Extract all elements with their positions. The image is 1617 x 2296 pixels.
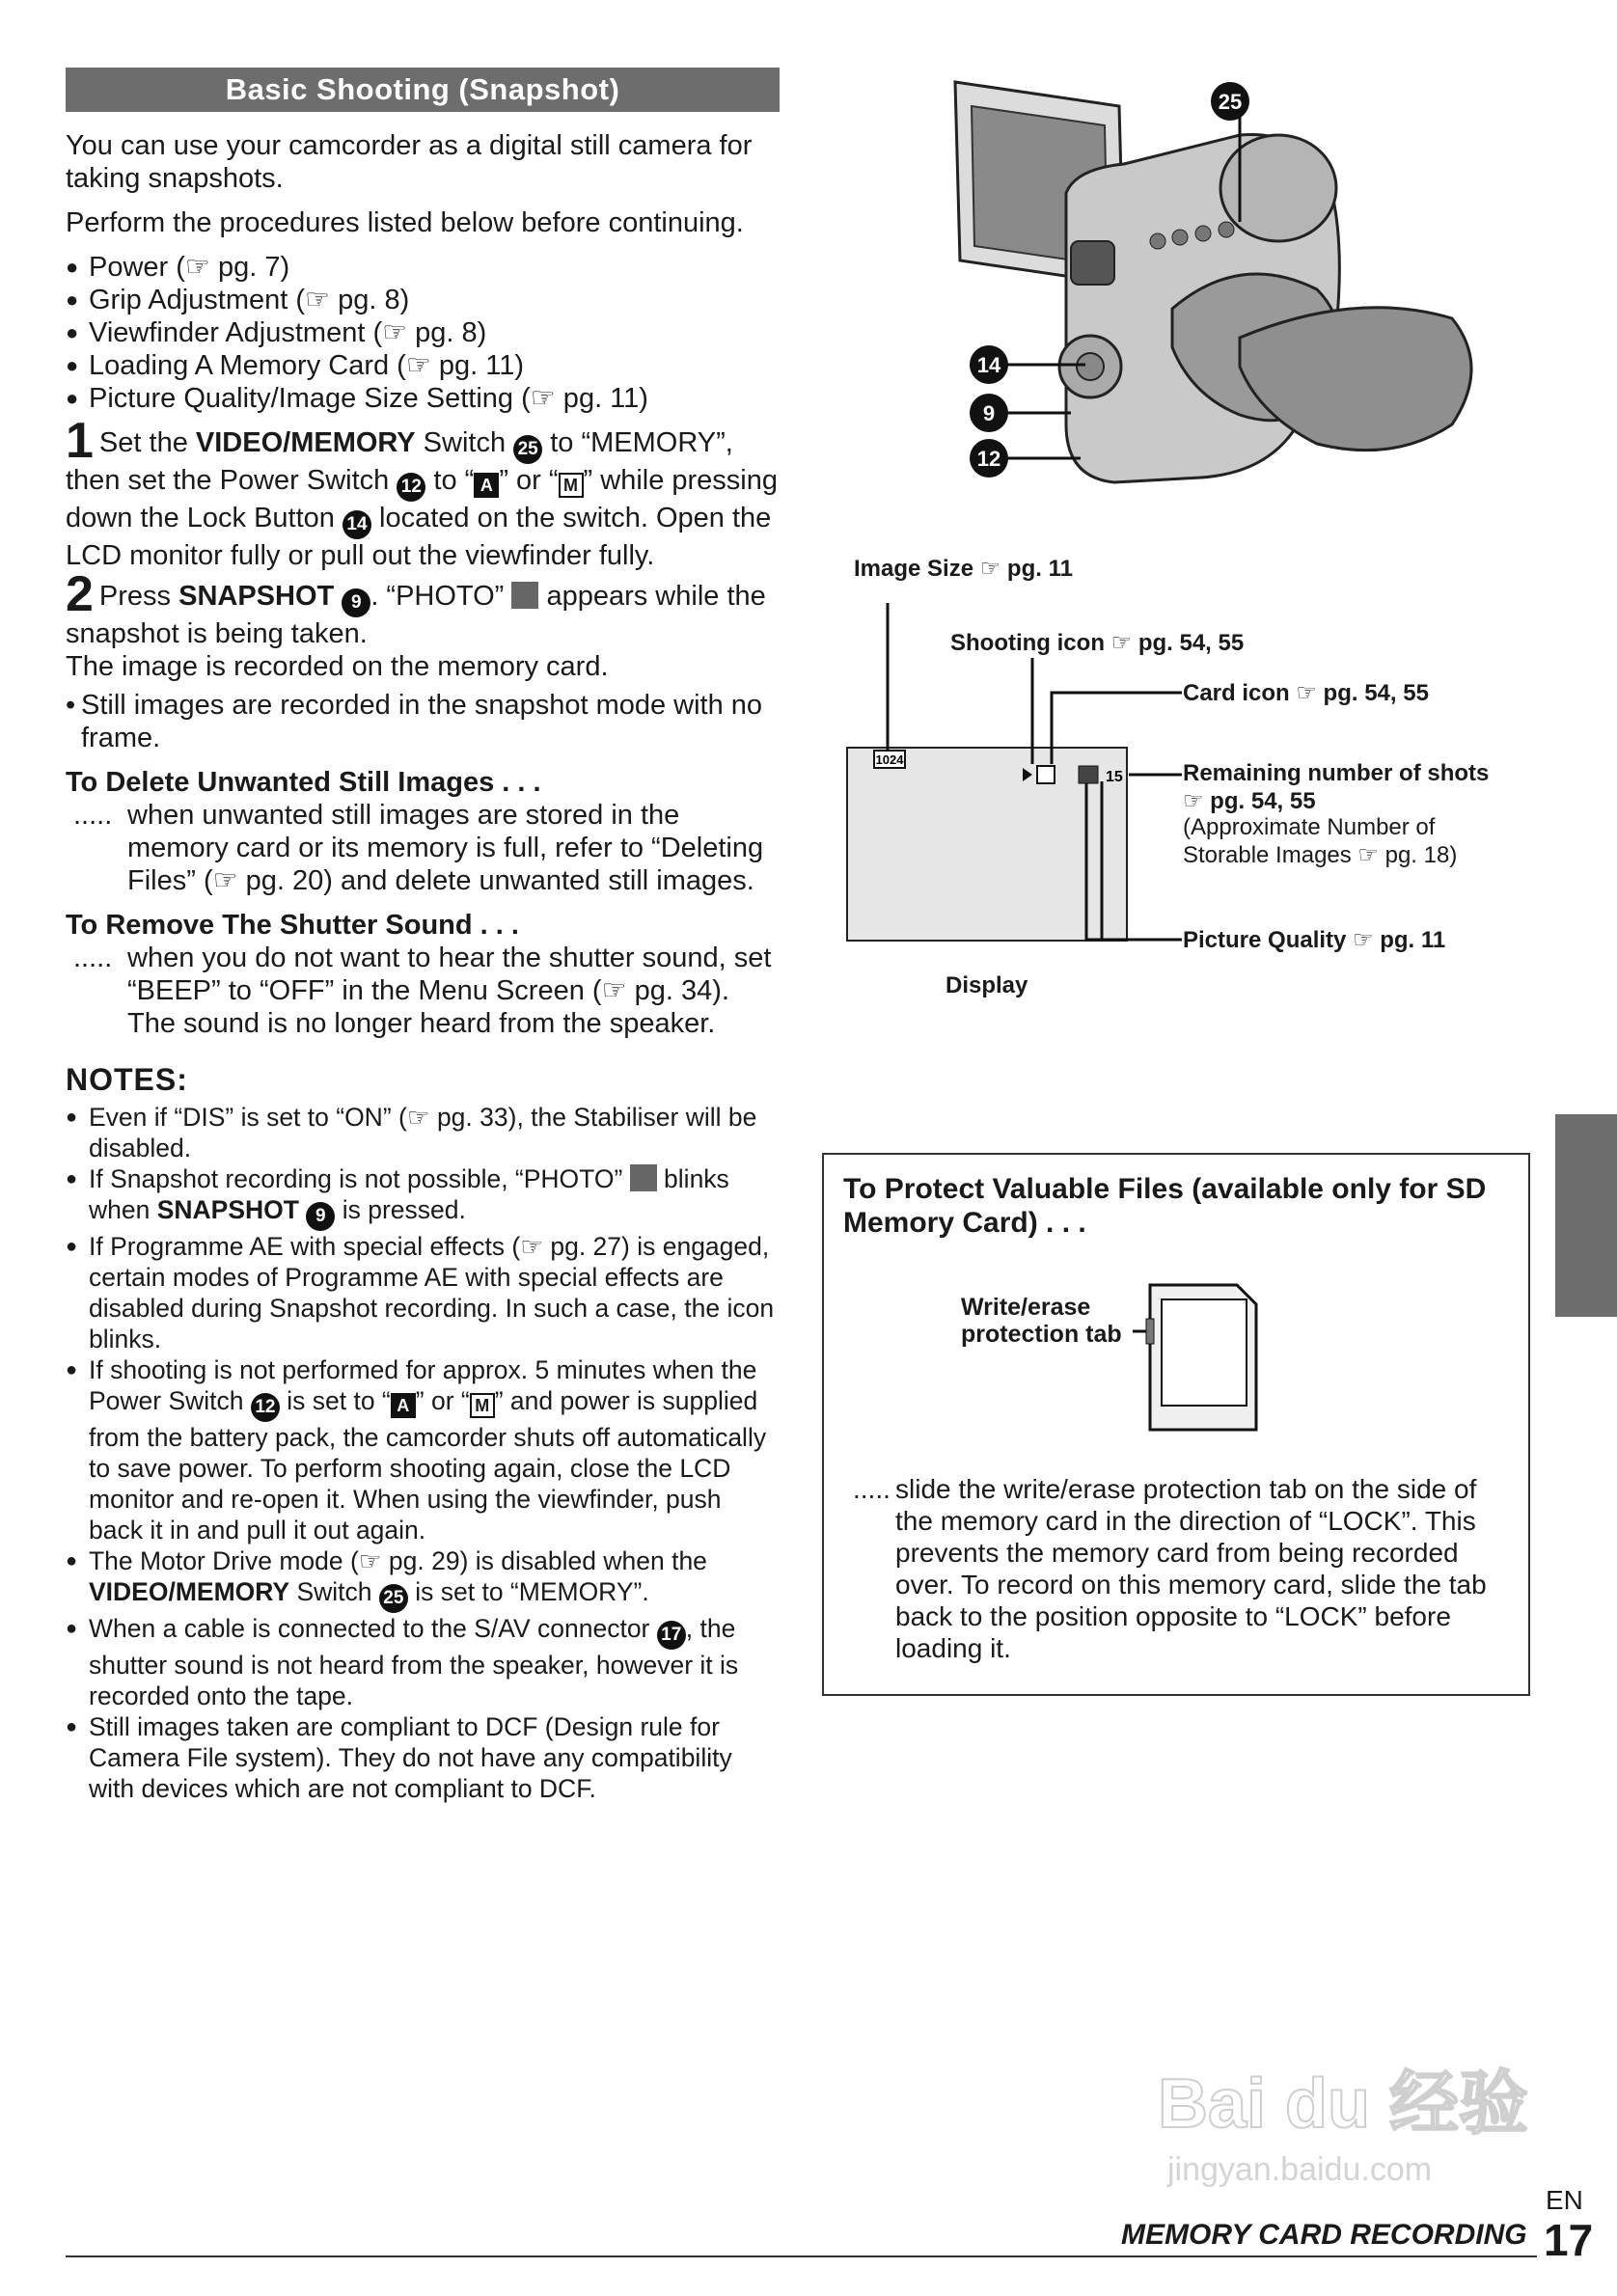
- shots-count: 15: [1106, 769, 1123, 785]
- footer-language: EN: [1546, 2185, 1583, 2215]
- picture-quality-label: Picture Quality ☞ pg. 11: [1183, 927, 1446, 953]
- card-icon-label: Card icon ☞ pg. 54, 55: [1183, 680, 1429, 706]
- callout-badge: 17: [657, 1621, 686, 1650]
- intro-paragraph: You can use your camcorder as a digital still camera for taking snapshots.: [66, 130, 753, 194]
- video-memory-switch-icon: [1219, 222, 1234, 237]
- protect-instruction: ..... slide the write/erase protection tab on the side of the memory card in the direction of “LOCK”. This prevents the memory card from being recorded over. To record on this memory card, slide the tab back to the position opposite to “LOCK” before loading it.: [853, 1474, 1487, 1663]
- callout-25: [1211, 82, 1249, 121]
- notes-title: NOTES:: [66, 1062, 188, 1097]
- note-item: ● If Snapshot recording is not possible, “PHOTO” blinks when SNAPSHOT 9 is pressed.: [66, 1163, 780, 1231]
- prereq-list: [66, 251, 780, 415]
- section-title: Basic Shooting (Snapshot): [66, 68, 780, 112]
- camcorder-illustration: [950, 77, 1491, 502]
- viewfinder: [1071, 241, 1114, 285]
- watermark-brand: Bai du 经验: [1158, 2065, 1529, 2143]
- image-size-label: Image Size ☞ pg. 11: [854, 556, 1073, 582]
- page-number: 17: [1544, 2215, 1594, 2265]
- snapshot-note: • Still images are recorded in the snapshot mode with no frame.: [66, 689, 780, 754]
- prereq-item: ● Viewfinder Adjustment (☞ pg. 8): [66, 316, 780, 349]
- card-icon: [1037, 766, 1055, 783]
- manual-mode-icon: M: [470, 1393, 495, 1418]
- note-item: ● Still images taken are compliant to DCF (Design rule for Camera File system). They do not have any compatibility with devices which are not compliant to DCF.: [66, 1711, 780, 1804]
- protection-tab-icon: [1146, 1319, 1154, 1344]
- protect-heading: To Protect Valuable Files (available only for SD Memory Card) . . .: [843, 1173, 1487, 1239]
- footer-rule: [66, 2255, 1537, 2257]
- left-column: [66, 68, 780, 1804]
- display-diagram: [839, 550, 1553, 1003]
- prereq-item: ● Grip Adjustment (☞ pg. 8): [66, 284, 780, 316]
- remaining-shots-page: ☞ pg. 54, 55: [1183, 788, 1316, 814]
- svg-text:12: 12: [976, 447, 1001, 471]
- note-item: ● If shooting is not performed for approx. 5 minutes when the Power Switch 12 is set to “ A ” or “ M ” and power is supplied from the battery pack, the camcorder shuts off automatically to save power. To perform shooting again, close the LCD monitor and re-open it. When using the viewfinder, push back it in and pull it out again.: [66, 1354, 780, 1545]
- chapter-tab: [1555, 1114, 1617, 1317]
- shutter-instruction: ..... when you do not want to hear the shutter sound, set “BEEP” to “OFF” in the Menu Screen (☞ pg. 34). The sound is no longer heard from the speaker.: [73, 943, 772, 1039]
- callout-badge: 12: [397, 473, 425, 502]
- callout-9: [970, 394, 1008, 432]
- callout-badge: 25: [513, 435, 542, 464]
- lens-housing: [1220, 135, 1336, 241]
- auto-mode-icon: A: [391, 1393, 416, 1418]
- callout-14: [970, 345, 1008, 384]
- step-number: 1: [66, 413, 94, 469]
- svg-text:9: 9: [982, 401, 996, 425]
- callout-badge: 12: [251, 1393, 280, 1422]
- step-number: 2: [66, 566, 94, 622]
- tab-label-2: protection tab: [961, 1321, 1122, 1348]
- intro-paragraph: Perform the procedures listed below before continuing.: [66, 207, 744, 238]
- footer-section-title: MEMORY CARD RECORDING: [1121, 2219, 1527, 2251]
- callout-12: [970, 439, 1008, 478]
- note-item: ● If Programme AE with special effects (☞ pg. 27) is engaged, certain modes of Programme AE with special effects are disabled during Snapshot recording. In such a case, the icon blinks.: [66, 1231, 780, 1354]
- prereq-item: ● Picture Quality/Image Size Setting (☞ pg. 11): [66, 382, 780, 415]
- button-icon: [1195, 226, 1211, 241]
- photo-indicator-icon: [630, 1164, 657, 1191]
- notes-list: [66, 1102, 780, 1804]
- delete-heading: To Delete Unwanted Still Images . . .: [66, 767, 541, 798]
- button-icon: [1150, 233, 1165, 249]
- callout-badge: 9: [342, 588, 370, 617]
- auto-mode-icon: A: [474, 473, 499, 498]
- note-item: ● The Motor Drive mode (☞ pg. 29) is disabled when the VIDEO/MEMORY Switch 25 is set to “MEMORY”.: [66, 1545, 780, 1613]
- protect-files-box: [822, 1153, 1530, 1696]
- prereq-item: ● Power (☞ pg. 7): [66, 251, 780, 284]
- delete-instruction: ..... when unwanted still images are stored in the memory card or its memory is full, refer to “Deleting Files” (☞ pg. 20) and delete unwanted still images.: [73, 800, 764, 896]
- baidu-watermark: [1148, 2045, 1534, 2190]
- note-item: ● Even if “DIS” is set to “ON” (☞ pg. 33), the Stabiliser will be disabled.: [66, 1102, 780, 1163]
- svg-text:14: 14: [976, 353, 1001, 377]
- picture-quality-icon: [1079, 766, 1098, 783]
- callout-badge: 9: [306, 1202, 335, 1231]
- svg-text:1024: 1024: [875, 752, 904, 767]
- svg-text:25: 25: [1218, 90, 1243, 114]
- prereq-item: ● Loading A Memory Card (☞ pg. 11): [66, 349, 780, 382]
- shutter-heading: To Remove The Shutter Sound . . .: [66, 910, 519, 941]
- button-icon: [1172, 230, 1188, 245]
- display-caption: Display: [946, 972, 1028, 998]
- tab-label-1: Write/erase: [961, 1294, 1091, 1321]
- callout-badge: 14: [343, 510, 371, 539]
- watermark-url: jingyan.baidu.com: [1167, 2151, 1433, 2188]
- shooting-icon-label: Shooting icon ☞ pg. 54, 55: [950, 630, 1245, 656]
- approx-note-1: (Approximate Number of: [1183, 814, 1436, 840]
- approx-note-2: Storable Images ☞ pg. 18): [1183, 842, 1458, 868]
- photo-indicator-icon: [511, 582, 538, 609]
- remaining-shots-label: Remaining number of shots: [1183, 760, 1490, 786]
- manual-mode-icon: M: [559, 473, 584, 498]
- step-1: 1 Set the VIDEO/MEMORY Switch 25 to “MEMORY”, then set the Power Switch 12 to “ A ” or “ M ” while pressing down the Lock Button 14 located on the switch. Open the LCD monitor fully or pull out the viewfinder fully.: [66, 413, 779, 571]
- callout-badge: 25: [379, 1584, 408, 1613]
- sd-card-illustration: [1133, 1280, 1287, 1435]
- note-item: ● When a cable is connected to the S/AV connector 17 , the shutter sound is not heard from the speaker, however it is recorded onto the tape.: [66, 1613, 780, 1711]
- step-2: 2 Press SNAPSHOT 9 . “PHOTO” appears while the snapshot is being taken. The image is recorded on the memory card.: [66, 566, 766, 682]
